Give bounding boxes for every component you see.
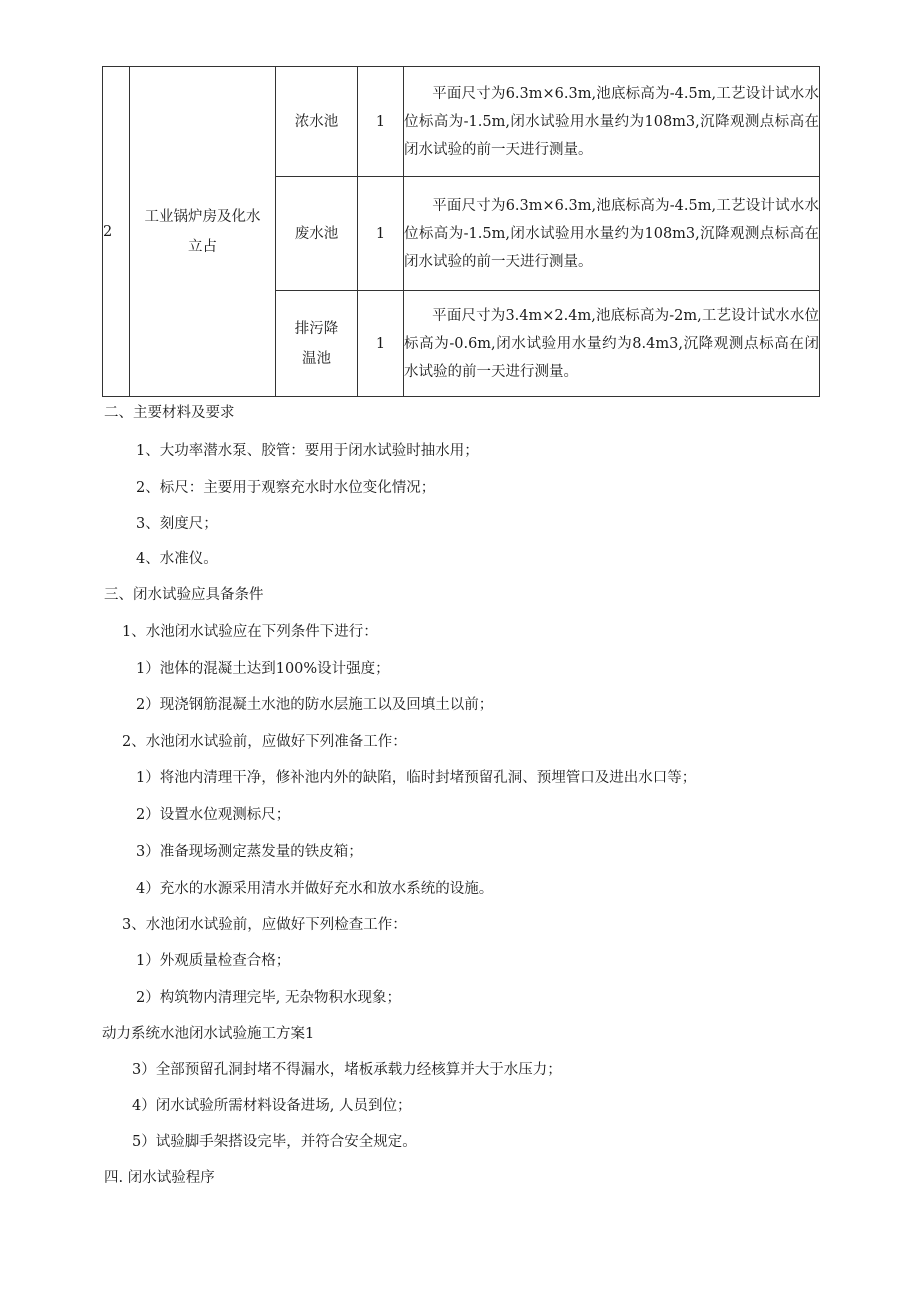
list-item: 5）试验脚手架搭设完毕，并符合安全规定。 xyxy=(132,1134,417,1150)
list-item: 1）池体的混凝土达到100%设计强度； xyxy=(136,661,390,677)
list-item: 3、刻度尺； xyxy=(136,516,218,532)
list-item: 1）将池内清理干净，修补池内外的缺陷，临时封堵预留孔洞、预埋管口及进出水口等； xyxy=(136,770,697,786)
pool-spec-table xyxy=(102,66,820,397)
list-item: 3）全部预留孔洞封堵不得漏水，堵板承载力经核算并大于水压力； xyxy=(132,1062,562,1078)
section-heading: 三、闭水试验应具备条件 xyxy=(104,587,264,603)
pool-description: 平面尺寸为3.4m×2.4m,池底标高为-2m,工艺设计试水水位标高为-0.6m,闭水试验用水量约为8.4m3,沉降观测点标高在闭水试验的前一天进行测量。 xyxy=(404,291,820,397)
group-number: 2 xyxy=(103,67,130,397)
pool-quantity: 1 xyxy=(358,67,404,177)
list-item: 1）外观质量检查合格； xyxy=(136,953,291,969)
section-heading: 二、主要材料及要求 xyxy=(104,405,235,421)
list-item: 3）准备现场测定蒸发量的铁皮箱； xyxy=(136,844,363,860)
pool-name: 浓水池 xyxy=(276,67,358,177)
pool-quantity: 1 xyxy=(358,177,404,291)
section-heading: 四. 闭水试验程序 xyxy=(104,1170,215,1186)
running-title: 动力系统水池闭水试验施工方案1 xyxy=(102,1026,315,1042)
subsection-title: 2、水池闭水试验前，应做好下列准备工作： xyxy=(122,734,407,750)
pool-description: 平面尺寸为6.3m×6.3m,池底标高为-4.5m,工艺设计试水水位标高为-1.5m,闭水试验用水量约为108m3,沉降观测点标高在闭水试验的前一天进行测量。 xyxy=(404,67,820,177)
pool-name: 排污降温池 xyxy=(276,291,358,397)
subsection-title: 3、水池闭水试验前，应做好下列检查工作： xyxy=(122,917,407,933)
list-item: 4、水准仪。 xyxy=(136,551,218,567)
list-item: 2）设置水位观测标尺； xyxy=(136,807,291,823)
subsection-title: 1、水池闭水试验应在下列条件下进行： xyxy=(122,624,378,640)
pool-quantity: 1 xyxy=(358,291,404,397)
list-item: 2）现浇钢筋混凝土水池的防水层施工以及回填土以前； xyxy=(136,697,494,713)
list-item: 2、标尺：主要用于观察充水时水位变化情况； xyxy=(136,480,436,496)
list-item: 2）构筑物内清理完毕, 无杂物积水现象； xyxy=(136,990,401,1006)
list-item: 4）充水的水源采用清水并做好充水和放水系统的设施。 xyxy=(136,881,494,897)
pool-description: 平面尺寸为6.3m×6.3m,池底标高为-4.5m,工艺设计试水水位标高为-1.5m,闭水试验用水量约为108m3,沉降观测点标高在闭水试验的前一天进行测量。 xyxy=(404,177,820,291)
pool-name: 废水池 xyxy=(276,177,358,291)
group-name: 工业锅炉房及化水立占 xyxy=(130,67,276,397)
table-row xyxy=(103,67,820,177)
list-item: 4）闭水试验所需材料设备进场, 人员到位； xyxy=(132,1098,412,1114)
list-item: 1、大功率潜水泵、胶管：要用于闭水试验时抽水用； xyxy=(136,443,479,459)
